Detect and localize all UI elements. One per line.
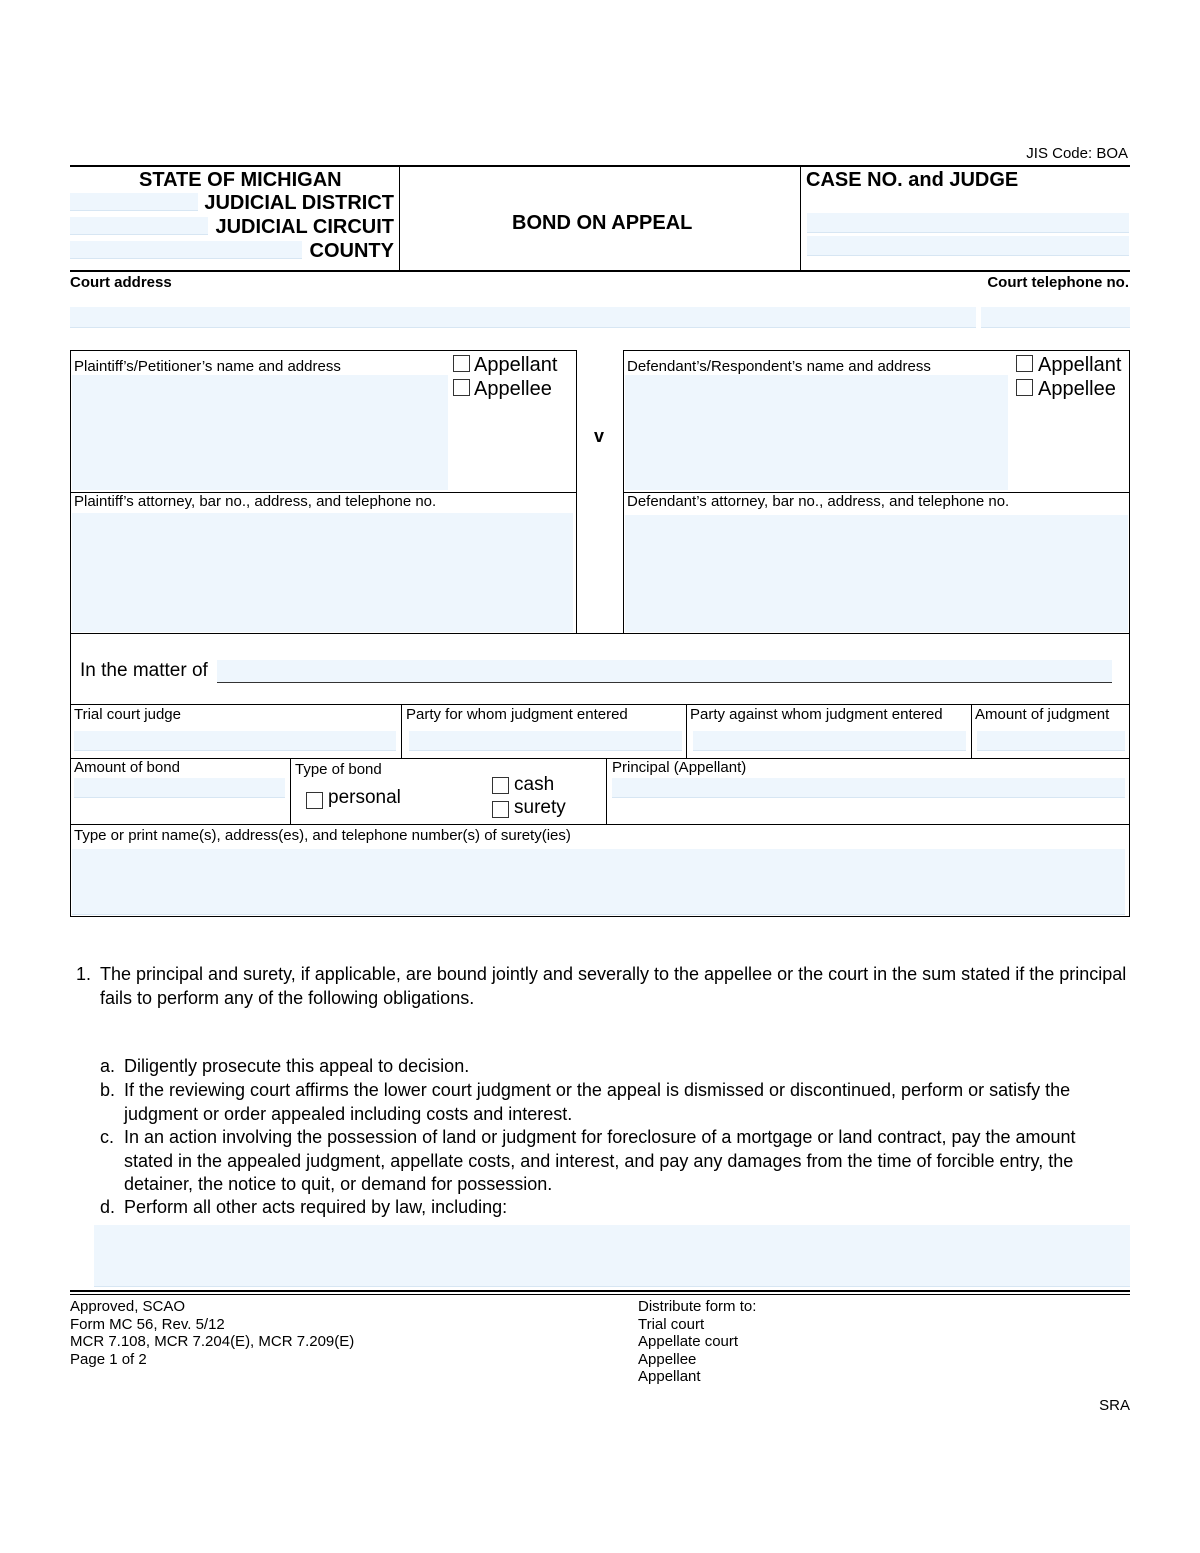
judgment-bottom-rule: [70, 758, 1130, 759]
form-title: BOND ON APPEAL: [512, 212, 693, 234]
item-1-number: 1.: [76, 964, 92, 984]
plaintiff-appellant-label: Appellant: [474, 354, 558, 376]
item-a-letter: a.: [100, 1056, 116, 1076]
item-b-text: If the reviewing court affirms the lower court judgment or the appeal is dismissed or discontinued, perform or satisfy the judgment or order appealed including costs and interest.: [124, 1080, 1071, 1124]
item-a-text: Diligently prosecute this appeal to decision.: [124, 1056, 470, 1076]
plaintiff-attorney-label: Plaintiff’s attorney, bar no., address, and telephone no.: [74, 493, 437, 510]
distribute-heading: Distribute form to:: [638, 1298, 757, 1315]
bond-divider-2: [606, 758, 607, 824]
defendant-name-input[interactable]: [625, 375, 1008, 490]
defendant-box-top: [623, 350, 1130, 351]
amount-judgment-input[interactable]: [977, 731, 1125, 751]
personal-checkbox[interactable]: [306, 792, 323, 809]
bond-divider-1: [290, 758, 291, 824]
judgment-divider-2: [686, 704, 687, 758]
type-bond-label: Type of bond: [295, 761, 382, 778]
court-telephone-label: Court telephone no.: [987, 274, 1129, 291]
defendant-name-label: Defendant’s/Respondent’s name and address: [627, 358, 931, 375]
amount-judgment-label: Amount of judgment: [975, 706, 1110, 723]
defendant-appellee-checkbox[interactable]: [1016, 379, 1033, 396]
defendant-attorney-label: Defendant’s attorney, bar no., address, and telephone no.: [627, 493, 1010, 510]
court-telephone-input[interactable]: [981, 307, 1130, 328]
personal-label: personal: [328, 787, 401, 808]
plaintiff-attorney-input[interactable]: [72, 513, 573, 632]
county-label: COUNTY: [309, 240, 394, 262]
judgment-divider-1: [401, 704, 402, 758]
item-c-letter: c.: [100, 1127, 115, 1147]
header-bottom-rule: [70, 270, 1130, 272]
district-input[interactable]: [70, 193, 198, 211]
case-no-input[interactable]: [807, 213, 1129, 233]
sureties-input[interactable]: [72, 849, 1125, 915]
item-1-text: The principal and surety, if applicable, are bound jointly and severally to the appellee or the court in the sum stated if the principal fails to perform any of the following obligations.: [100, 964, 1127, 1008]
judgment-divider-3: [971, 704, 972, 758]
plaintiff-name-input[interactable]: [72, 375, 448, 490]
party-against-label: Party against whom judgment entered: [690, 706, 943, 723]
plaintiff-appellee-label: Appellee: [474, 378, 552, 400]
mcr-text: MCR 7.108, MCR 7.204(E), MCR 7.209(E): [70, 1333, 355, 1350]
amount-bond-input[interactable]: [74, 778, 285, 798]
versus-label: v: [594, 426, 605, 446]
other-acts-input[interactable]: [94, 1225, 1130, 1287]
plaintiff-box-top: [70, 350, 577, 351]
defendant-appellant-label: Appellant: [1038, 354, 1122, 376]
item-c-text: In an action involving the possession of land or judgment for foreclosure of a mortgage or land contract, pay the amount stated in the appealed judgment, appellate costs, and interest, and pay any damages from the time of forcible entry, the detainer, the notice to quit, or demand for possession.: [124, 1127, 1076, 1194]
defendant-attorney-input[interactable]: [625, 515, 1128, 632]
surety-label: surety: [514, 797, 566, 818]
distribute-trial: Trial court: [638, 1316, 705, 1333]
matter-label: In the matter of: [80, 660, 208, 681]
sra-text: SRA: [1099, 1397, 1130, 1414]
bond-bottom-rule: [70, 824, 1130, 825]
header-top-rule: [70, 165, 1130, 167]
distribute-appellee: Appellee: [638, 1351, 697, 1368]
distribute-appellate: Appellate court: [638, 1333, 739, 1350]
plaintiff-appellant-checkbox[interactable]: [453, 355, 470, 372]
judge-input[interactable]: [807, 236, 1129, 256]
court-address-input[interactable]: [70, 307, 976, 328]
party-for-input[interactable]: [409, 731, 682, 751]
header-divider-right: [800, 166, 801, 271]
sureties-label: Type or print name(s), address(es), and telephone number(s) of surety(ies): [74, 827, 571, 844]
item-b-letter: b.: [100, 1080, 116, 1100]
item-d-text: Perform all other acts required by law, including:: [124, 1197, 508, 1217]
plaintiff-name-label: Plaintiff’s/Petitioner’s name and address: [74, 358, 341, 375]
parties-bottom-rule: [70, 633, 1130, 634]
plaintiff-appellee-checkbox[interactable]: [453, 379, 470, 396]
case-no-label: CASE NO. and JUDGE: [806, 169, 1019, 191]
trial-judge-input[interactable]: [74, 731, 396, 751]
circuit-label: JUDICIAL CIRCUIT: [215, 216, 394, 238]
court-address-label: Court address: [70, 274, 172, 291]
page-number-text: Page 1 of 2: [70, 1351, 147, 1368]
amount-bond-label: Amount of bond: [74, 759, 180, 776]
circuit-input[interactable]: [70, 217, 208, 235]
form-bottom-rule: [70, 916, 1130, 917]
trial-judge-label: Trial court judge: [74, 706, 181, 723]
defendant-appellant-checkbox[interactable]: [1016, 355, 1033, 372]
surety-checkbox[interactable]: [492, 801, 509, 818]
form-number-text: Form MC 56, Rev. 5/12: [70, 1316, 225, 1333]
party-for-label: Party for whom judgment entered: [406, 706, 628, 723]
county-input[interactable]: [70, 241, 302, 259]
item-d-letter: d.: [100, 1197, 116, 1217]
state-heading: STATE OF MICHIGAN: [139, 169, 342, 191]
cash-label: cash: [514, 774, 555, 795]
footer-rule-thin: [70, 1294, 1130, 1295]
distribute-appellant: Appellant: [638, 1368, 701, 1385]
party-against-input[interactable]: [693, 731, 966, 751]
header-divider-left: [399, 166, 400, 271]
principal-input[interactable]: [612, 778, 1125, 798]
district-label: JUDICIAL DISTRICT: [204, 192, 394, 214]
defendant-appellee-label: Appellee: [1038, 378, 1116, 400]
approved-text: Approved, SCAO: [70, 1298, 186, 1315]
matter-input[interactable]: [217, 660, 1112, 683]
footer-rule-thick: [70, 1290, 1130, 1292]
cash-checkbox[interactable]: [492, 777, 509, 794]
jis-code: JIS Code: BOA: [1026, 145, 1128, 162]
principal-label: Principal (Appellant): [612, 759, 747, 776]
